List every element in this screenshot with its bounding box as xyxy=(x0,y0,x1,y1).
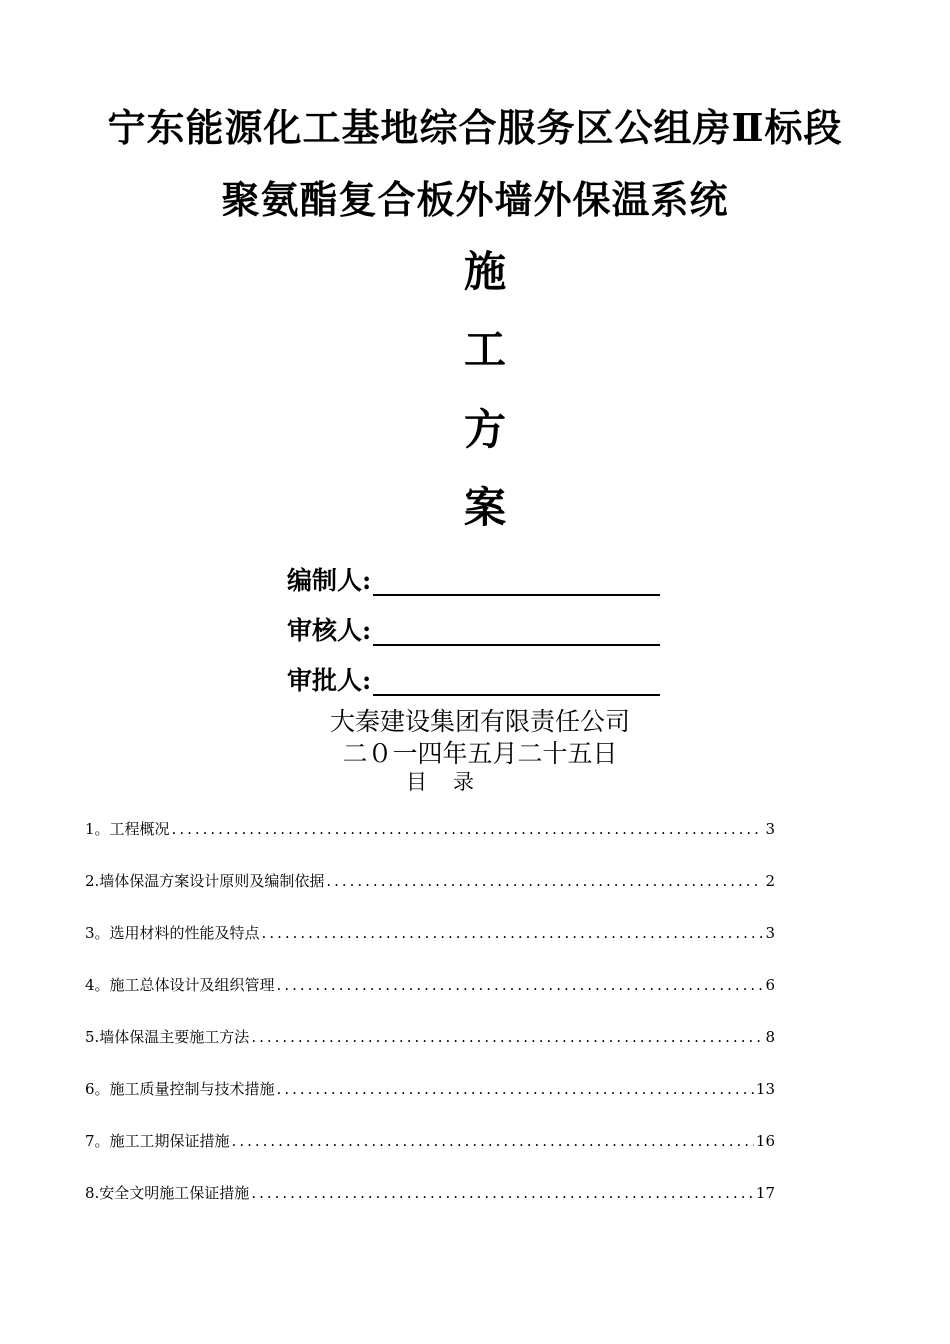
company-name: 大秦建设集团有限责任公司 xyxy=(329,707,630,736)
toc-leader-dots xyxy=(277,974,764,996)
toc-item-page: 16 xyxy=(755,1132,775,1150)
toc-leader-dots xyxy=(232,1130,754,1152)
toc-heading-left: 目 xyxy=(406,770,427,794)
toc-item[interactable] xyxy=(85,818,775,840)
signature-blank-line xyxy=(373,568,660,596)
toc-item-page: 2 xyxy=(765,872,775,890)
signature-blank-line xyxy=(373,668,660,696)
vertical-title-char: 工 xyxy=(463,325,506,374)
toc-item-page: 6 xyxy=(765,976,775,994)
signature-label: 编制人: xyxy=(287,566,372,595)
toc-leader-dots xyxy=(251,1182,754,1204)
toc-item-label: 2.墙体保温方案设计原则及编制依据 xyxy=(85,872,325,890)
title-line-2: 聚氨酯复合板外墙外保温系统 xyxy=(221,177,729,222)
toc-leader-dots xyxy=(251,1026,763,1048)
vertical-title-char: 方 xyxy=(463,405,506,454)
toc-item-page: 3 xyxy=(765,820,775,838)
toc-item-page: 8 xyxy=(765,1028,775,1046)
toc-item[interactable] xyxy=(85,922,775,944)
signature-label: 审批人: xyxy=(287,666,372,695)
toc-item[interactable] xyxy=(85,1078,775,1100)
title-line-1: 宁东能源化工基地综合服务区公组房Ⅱ标段 xyxy=(107,105,843,150)
vertical-title-char: 施 xyxy=(463,247,506,296)
toc-item[interactable] xyxy=(85,1182,775,1204)
toc-item-label: 3。选用材料的性能及特点 xyxy=(85,924,260,942)
toc-item[interactable] xyxy=(85,974,775,996)
signature-label: 审核人: xyxy=(287,616,372,645)
vertical-title-char: 案 xyxy=(463,483,506,532)
toc-item[interactable] xyxy=(85,870,775,892)
signature-blank-line xyxy=(373,618,660,646)
document-date: 二０一四年五月二十五日 xyxy=(342,739,618,768)
toc-item-label: 4。施工总体设计及组织管理 xyxy=(85,976,275,994)
toc-item[interactable] xyxy=(85,1130,775,1152)
toc-leader-dots xyxy=(262,922,764,944)
signature-row-approver xyxy=(287,662,660,696)
toc-item-label: 1。工程概况 xyxy=(85,820,170,838)
toc-leader-dots xyxy=(326,870,763,892)
toc-leader-dots xyxy=(172,818,764,840)
toc-item-label: 8.安全文明施工保证措施 xyxy=(85,1184,250,1202)
toc-item-label: 6。施工质量控制与技术措施 xyxy=(85,1080,275,1098)
toc-item-page: 17 xyxy=(755,1184,775,1202)
toc-heading-right: 录 xyxy=(453,770,474,794)
toc-item-label: 7。施工工期保证措施 xyxy=(85,1132,230,1150)
toc-item[interactable] xyxy=(85,1026,775,1048)
toc-item-label: 5.墙体保温主要施工方法 xyxy=(85,1028,250,1046)
toc-leader-dots xyxy=(277,1078,754,1100)
signature-row-compiler xyxy=(287,562,660,596)
toc-item-page: 3 xyxy=(765,924,775,942)
toc-item-page: 13 xyxy=(755,1080,775,1098)
toc-heading xyxy=(0,768,880,796)
signature-row-reviewer xyxy=(287,612,660,646)
